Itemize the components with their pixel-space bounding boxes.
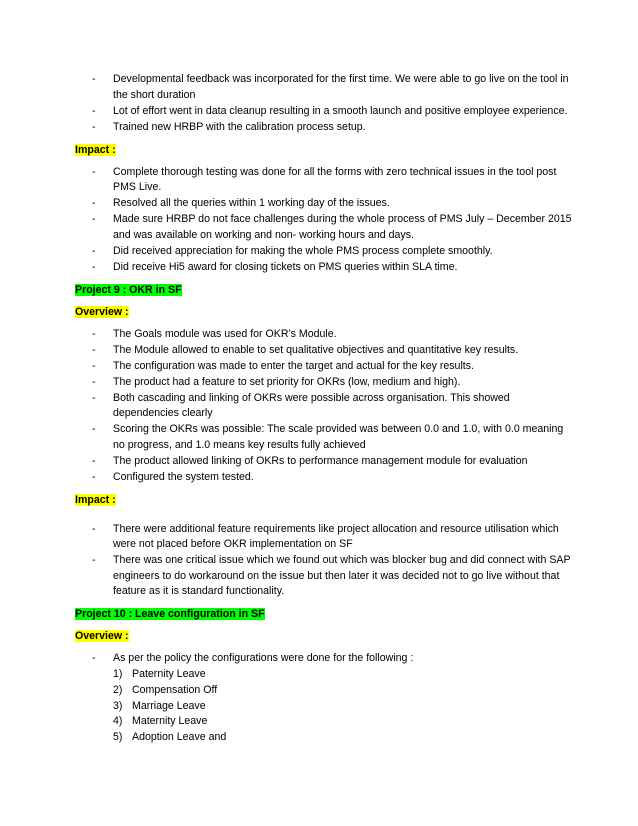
dash-marker: - <box>92 343 96 356</box>
dash-marker: - <box>92 391 96 404</box>
list-item: - Resolved all the queries within 1 working day of the issues. <box>0 196 638 212</box>
dash-marker: - <box>92 244 96 257</box>
numbered-item: 5) Adoption Leave and <box>113 730 227 743</box>
project10-heading: Project 10 : Leave configuration in SF <box>75 608 265 621</box>
list-item: - Scoring the OKRs was possible: The scale provided was between 0.0 and 1.0, with 0.0 meaning no progress, and 1.0 means key results fully achieved <box>92 423 564 451</box>
numbered-leave-list <box>0 667 638 745</box>
numbered-item: 4) Maternity Leave <box>113 715 208 728</box>
numbered-item: 2) Compensation Off <box>113 684 218 697</box>
project10-overview-heading: Overview : <box>75 630 129 643</box>
list-item: - Complete thorough testing was done for all the forms with zero technical issues in the tool post PMS Live. <box>92 165 557 194</box>
dash-marker: - <box>92 104 96 117</box>
dash-marker: - <box>92 423 96 436</box>
list-item: - Did receive Hi5 award for closing tickets on PMS queries within SLA time. <box>0 260 638 276</box>
list-item: - The Module allowed to enable to set qualitative objectives and quantitative key results. <box>0 343 638 359</box>
bullet-list-okr-impact <box>0 522 638 600</box>
list-item: - Made sure HRBP do not face challenges during the whole process of PMS July – December 2015 and was available on working and non- working hours and days. <box>92 213 572 241</box>
bullet-list-leave-overview <box>0 651 638 667</box>
list-item: - There were additional feature requirements like project allocation and resource utilisation which were not placed before OKR implementation on SF <box>92 522 559 551</box>
bullet-list-okr-overview <box>0 327 638 486</box>
dash-marker: - <box>92 652 96 665</box>
dash-marker: - <box>92 554 96 567</box>
dash-marker: - <box>92 454 96 467</box>
project9-heading: Project 9 : OKR in SF <box>75 283 182 296</box>
dash-marker: - <box>92 522 96 535</box>
dash-marker: - <box>92 470 96 483</box>
list-item: - The Goals module was used for OKR’s Module. <box>0 327 638 343</box>
list-item: - As per the policy the configurations were done for the following : <box>0 651 638 667</box>
dash-marker: - <box>92 197 96 210</box>
list-item: - The configuration was made to enter the target and actual for the key results. <box>0 359 638 375</box>
document-content <box>0 72 638 745</box>
dash-marker: - <box>92 375 96 388</box>
list-item: - The product had a feature to set priority for OKRs (low, medium and high). <box>0 375 638 391</box>
numbered-item: 1) Paternity Leave <box>113 668 206 681</box>
dash-marker: - <box>92 213 96 226</box>
list-item: - Lot of effort went in data cleanup resulting in a smooth launch and positive employee experience. <box>0 104 638 120</box>
bullet-list-impact <box>0 165 638 276</box>
list-item: - Did received appreciation for making the whole PMS process complete smoothly. <box>0 244 638 260</box>
list-item: - The product allowed linking of OKRs to performance management module for evaluation <box>0 454 638 470</box>
list-item: - Configured the system tested. <box>0 470 638 486</box>
dash-marker: - <box>92 73 96 85</box>
project9-overview-heading: Overview : <box>75 305 129 318</box>
impact-heading: Impact : <box>75 143 116 156</box>
list-item: - Developmental feedback was incorporated for the first time. We were able to go live on the tool in the short duration <box>92 73 569 101</box>
list-item: - Trained new HRBP with the calibration process setup. <box>0 120 638 136</box>
bullet-list-intro <box>0 72 638 135</box>
dash-marker: - <box>92 359 96 372</box>
numbered-item: 3) Marriage Leave <box>113 699 206 712</box>
dash-marker: - <box>92 327 96 340</box>
dash-marker: - <box>92 260 96 273</box>
list-item: - There was one critical issue which we found out which was blocker bug and did connect with SAP engineers to do workaround on the issue but then later it was decided not to go live without that feature as it is standard functionality. <box>92 554 571 598</box>
list-item: - Both cascading and linking of OKRs were possible across organisation. This showed dependencies clearly <box>92 391 510 420</box>
dash-marker: - <box>92 165 96 178</box>
dash-marker: - <box>92 120 96 133</box>
project9-impact-heading: Impact : <box>75 493 116 506</box>
